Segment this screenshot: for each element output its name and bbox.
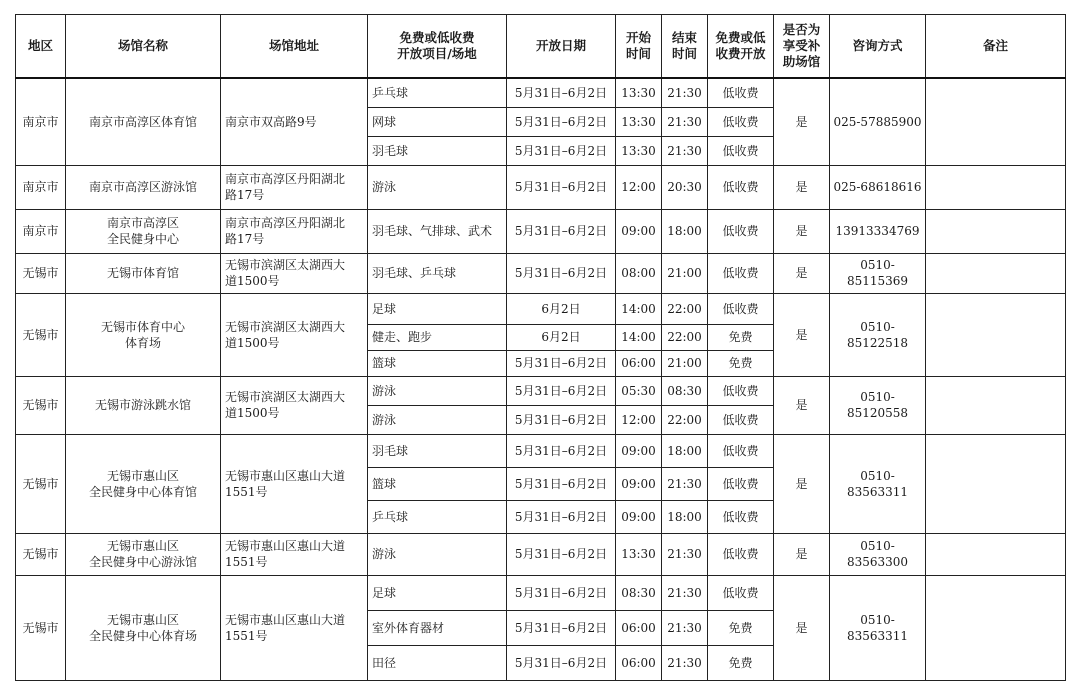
fee-type-cell: 免费 <box>708 350 774 376</box>
note-cell <box>926 434 1066 533</box>
table-body <box>16 78 1066 680</box>
table-row <box>16 209 1066 253</box>
open-date-cell: 6月2日 <box>507 293 616 324</box>
header-row <box>16 15 1066 79</box>
project-cell: 游泳 <box>368 376 507 405</box>
start-time-cell: 09:00 <box>616 500 662 533</box>
subsidy-cell: 是 <box>774 434 830 533</box>
end-time-cell: 21:30 <box>662 467 708 500</box>
header-subsidy: 是否为 享受补 助场馆 <box>774 15 830 79</box>
start-time-cell: 13:30 <box>616 78 662 107</box>
contact-cell: 025-68618616 <box>830 165 926 209</box>
end-time-cell: 21:30 <box>662 533 708 575</box>
header-note: 备注 <box>926 15 1066 79</box>
start-time-cell: 06:00 <box>616 645 662 680</box>
contact-cell: 0510-85122518 <box>830 293 926 376</box>
start-time-cell: 12:00 <box>616 405 662 434</box>
venue-name-cell: 南京市高淳区体育馆 <box>66 78 221 165</box>
table-row <box>16 165 1066 209</box>
subsidy-cell: 是 <box>774 376 830 434</box>
fee-type-cell: 低收费 <box>708 405 774 434</box>
project-cell: 篮球 <box>368 467 507 500</box>
fee-type-cell: 低收费 <box>708 434 774 467</box>
header-contact: 咨询方式 <box>830 15 926 79</box>
note-cell <box>926 165 1066 209</box>
end-time-cell: 18:00 <box>662 434 708 467</box>
project-cell: 游泳 <box>368 533 507 575</box>
start-time-cell: 09:00 <box>616 209 662 253</box>
end-time-cell: 21:30 <box>662 575 708 610</box>
fee-type-cell: 低收费 <box>708 533 774 575</box>
fee-type-cell: 免费 <box>708 324 774 350</box>
region-cell: 无锡市 <box>16 253 66 293</box>
venue-name-cell: 无锡市惠山区 全民健身中心游泳馆 <box>66 533 221 575</box>
fee-type-cell: 低收费 <box>708 467 774 500</box>
open-date-cell: 5月31日–6月2日 <box>507 350 616 376</box>
table-row <box>16 434 1066 467</box>
header-project: 免费或低收费 开放项目/场地 <box>368 15 507 79</box>
venue-name-cell: 南京市高淳区 全民健身中心 <box>66 209 221 253</box>
contact-cell: 0510-83563311 <box>830 575 926 680</box>
header-venue-address: 场馆地址 <box>221 15 368 79</box>
contact-cell: 0510-85120558 <box>830 376 926 434</box>
project-cell: 室外体育器材 <box>368 610 507 645</box>
project-cell: 羽毛球 <box>368 434 507 467</box>
end-time-cell: 20:30 <box>662 165 708 209</box>
open-date-cell: 5月31日–6月2日 <box>507 107 616 136</box>
start-time-cell: 06:00 <box>616 350 662 376</box>
open-date-cell: 5月31日–6月2日 <box>507 253 616 293</box>
open-date-cell: 5月31日–6月2日 <box>507 136 616 165</box>
note-cell <box>926 253 1066 293</box>
open-date-cell: 5月31日–6月2日 <box>507 533 616 575</box>
contact-cell: 0510-85115369 <box>830 253 926 293</box>
header-fee-type: 免费或低 收费开放 <box>708 15 774 79</box>
project-cell: 游泳 <box>368 405 507 434</box>
note-cell <box>926 376 1066 434</box>
region-cell: 无锡市 <box>16 533 66 575</box>
start-time-cell: 13:30 <box>616 107 662 136</box>
header-region: 地区 <box>16 15 66 79</box>
fee-type-cell: 低收费 <box>708 78 774 107</box>
fee-type-cell: 低收费 <box>708 107 774 136</box>
contact-cell: 0510-83563300 <box>830 533 926 575</box>
start-time-cell: 05:30 <box>616 376 662 405</box>
project-cell: 乒乓球 <box>368 78 507 107</box>
start-time-cell: 09:00 <box>616 434 662 467</box>
header-venue-name: 场馆名称 <box>66 15 221 79</box>
subsidy-cell: 是 <box>774 165 830 209</box>
open-date-cell: 5月31日–6月2日 <box>507 575 616 610</box>
end-time-cell: 21:30 <box>662 136 708 165</box>
open-date-cell: 5月31日–6月2日 <box>507 165 616 209</box>
subsidy-cell: 是 <box>774 209 830 253</box>
venue-name-cell: 无锡市体育馆 <box>66 253 221 293</box>
project-cell: 乒乓球 <box>368 500 507 533</box>
end-time-cell: 21:30 <box>662 610 708 645</box>
venue-name-cell: 无锡市体育中心 体育场 <box>66 293 221 376</box>
contact-cell: 0510-83563311 <box>830 434 926 533</box>
start-time-cell: 09:00 <box>616 467 662 500</box>
end-time-cell: 21:00 <box>662 350 708 376</box>
venue-address-cell: 无锡市滨湖区太湖西大 道1500号 <box>221 376 368 434</box>
open-date-cell: 5月31日–6月2日 <box>507 405 616 434</box>
note-cell <box>926 78 1066 165</box>
note-cell <box>926 533 1066 575</box>
venue-name-cell: 无锡市惠山区 全民健身中心体育场 <box>66 575 221 680</box>
venue-name-cell: 南京市高淳区游泳馆 <box>66 165 221 209</box>
venue-name-cell: 无锡市游泳跳水馆 <box>66 376 221 434</box>
venue-address-cell: 南京市高淳区丹阳湖北 路17号 <box>221 165 368 209</box>
venue-address-cell: 南京市双高路9号 <box>221 78 368 165</box>
contact-cell: 13913334769 <box>830 209 926 253</box>
venue-address-cell: 南京市高淳区丹阳湖北 路17号 <box>221 209 368 253</box>
open-date-cell: 5月31日–6月2日 <box>507 610 616 645</box>
fee-type-cell: 低收费 <box>708 575 774 610</box>
table-row <box>16 293 1066 324</box>
project-cell: 田径 <box>368 645 507 680</box>
venue-address-cell: 无锡市惠山区惠山大道 1551号 <box>221 434 368 533</box>
fee-type-cell: 低收费 <box>708 209 774 253</box>
fee-type-cell: 低收费 <box>708 136 774 165</box>
start-time-cell: 12:00 <box>616 165 662 209</box>
end-time-cell: 18:00 <box>662 209 708 253</box>
start-time-cell: 13:30 <box>616 533 662 575</box>
fee-type-cell: 低收费 <box>708 165 774 209</box>
project-cell: 羽毛球 <box>368 136 507 165</box>
end-time-cell: 22:00 <box>662 324 708 350</box>
open-date-cell: 5月31日–6月2日 <box>507 467 616 500</box>
start-time-cell: 08:30 <box>616 575 662 610</box>
start-time-cell: 14:00 <box>616 293 662 324</box>
end-time-cell: 08:30 <box>662 376 708 405</box>
open-date-cell: 5月31日–6月2日 <box>507 376 616 405</box>
venue-address-cell: 无锡市惠山区惠山大道 1551号 <box>221 575 368 680</box>
end-time-cell: 21:30 <box>662 78 708 107</box>
open-date-cell: 5月31日–6月2日 <box>507 645 616 680</box>
fee-type-cell: 低收费 <box>708 500 774 533</box>
end-time-cell: 18:00 <box>662 500 708 533</box>
end-time-cell: 22:00 <box>662 293 708 324</box>
project-cell: 足球 <box>368 575 507 610</box>
region-cell: 南京市 <box>16 165 66 209</box>
venue-address-cell: 无锡市惠山区惠山大道 1551号 <box>221 533 368 575</box>
region-cell: 无锡市 <box>16 293 66 376</box>
project-cell: 羽毛球、乒乓球 <box>368 253 507 293</box>
subsidy-cell: 是 <box>774 293 830 376</box>
fee-type-cell: 免费 <box>708 610 774 645</box>
project-cell: 健走、跑步 <box>368 324 507 350</box>
table-row <box>16 533 1066 575</box>
end-time-cell: 21:30 <box>662 645 708 680</box>
region-cell: 南京市 <box>16 209 66 253</box>
project-cell: 网球 <box>368 107 507 136</box>
open-date-cell: 5月31日–6月2日 <box>507 434 616 467</box>
open-date-cell: 6月2日 <box>507 324 616 350</box>
start-time-cell: 14:00 <box>616 324 662 350</box>
project-cell: 足球 <box>368 293 507 324</box>
end-time-cell: 22:00 <box>662 405 708 434</box>
region-cell: 无锡市 <box>16 434 66 533</box>
project-cell: 羽毛球、气排球、武术 <box>368 209 507 253</box>
note-cell <box>926 209 1066 253</box>
region-cell: 无锡市 <box>16 376 66 434</box>
region-cell: 无锡市 <box>16 575 66 680</box>
start-time-cell: 13:30 <box>616 136 662 165</box>
start-time-cell: 08:00 <box>616 253 662 293</box>
fee-type-cell: 低收费 <box>708 293 774 324</box>
table-row <box>16 78 1066 107</box>
venue-name-cell: 无锡市惠山区 全民健身中心体育馆 <box>66 434 221 533</box>
contact-cell: 025-57885900 <box>830 78 926 165</box>
fee-type-cell: 低收费 <box>708 253 774 293</box>
header-start-time: 开始 时间 <box>616 15 662 79</box>
table-row <box>16 575 1066 610</box>
fee-type-cell: 免费 <box>708 645 774 680</box>
open-date-cell: 5月31日–6月2日 <box>507 209 616 253</box>
project-cell: 篮球 <box>368 350 507 376</box>
header-open-date: 开放日期 <box>507 15 616 79</box>
open-date-cell: 5月31日–6月2日 <box>507 78 616 107</box>
start-time-cell: 06:00 <box>616 610 662 645</box>
subsidy-cell: 是 <box>774 78 830 165</box>
table-row <box>16 376 1066 405</box>
end-time-cell: 21:30 <box>662 107 708 136</box>
project-cell: 游泳 <box>368 165 507 209</box>
subsidy-cell: 是 <box>774 253 830 293</box>
subsidy-cell: 是 <box>774 575 830 680</box>
venue-table <box>15 14 1066 681</box>
table-row <box>16 253 1066 293</box>
open-date-cell: 5月31日–6月2日 <box>507 500 616 533</box>
note-cell <box>926 575 1066 680</box>
region-cell: 南京市 <box>16 78 66 165</box>
subsidy-cell: 是 <box>774 533 830 575</box>
note-cell <box>926 293 1066 376</box>
venue-address-cell: 无锡市滨湖区太湖西大 道1500号 <box>221 293 368 376</box>
end-time-cell: 21:00 <box>662 253 708 293</box>
venue-address-cell: 无锡市滨湖区太湖西大 道1500号 <box>221 253 368 293</box>
fee-type-cell: 低收费 <box>708 376 774 405</box>
header-end-time: 结束 时间 <box>662 15 708 79</box>
